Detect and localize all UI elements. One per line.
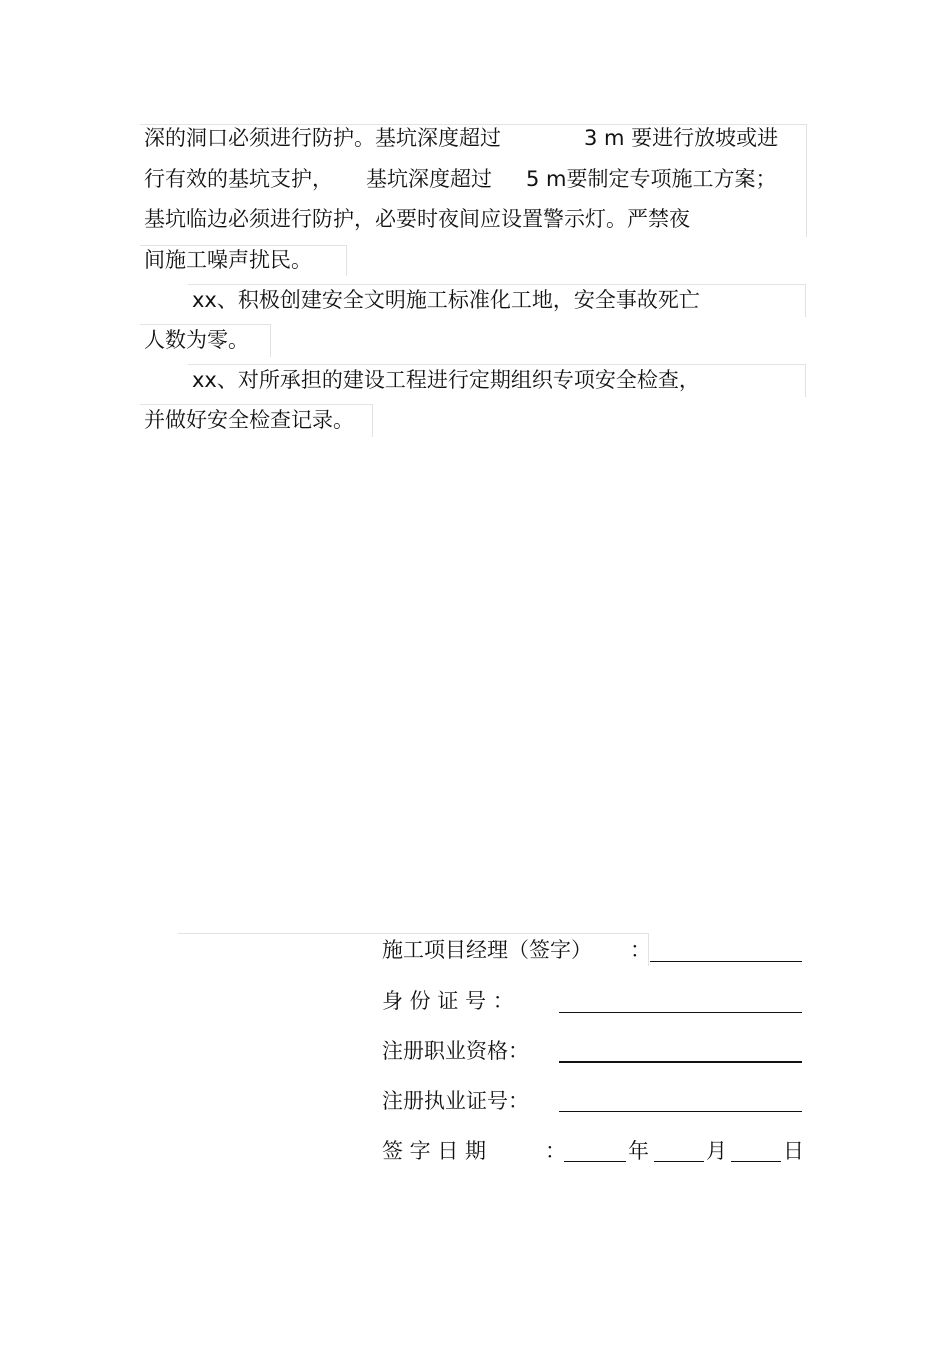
label-text: 身 份 证 号 ： [382,989,514,1013]
paragraph-1-line-3 [144,205,690,233]
license-number-label [382,1087,529,1115]
paragraph-1-line-2a [144,165,333,193]
text-segment: 行有效的基坑支护， [144,167,333,191]
text-segment: 基坑深度超过 [366,167,492,191]
paragraph-3-line-2 [144,406,354,434]
sign-date-colon [545,1137,566,1165]
id-number-label [382,987,514,1015]
label-text: 月 [706,1139,727,1163]
date-year-line[interactable] [564,1161,626,1162]
sign-date-label [382,1137,486,1165]
paragraph-1-line-1b [584,124,778,152]
text-segment: 基坑临边必须进行防护，必要时夜间应设置警示灯。严禁夜 [144,207,690,231]
paragraph-2-line-2 [144,326,249,354]
text-segment: 5 m要制定专项施工方案； [526,167,777,191]
manager-signature-colon [630,936,651,964]
text-segment: xx、对所承担的建设工程进行定期组织专项安全检查， [192,368,700,392]
text-segment: 人数为零。 [144,328,249,352]
label-text: 签 字 日 期 [382,1139,487,1163]
label-text: 年 [628,1139,649,1163]
text-segment: 深的洞口必须进行防护。基坑深度超过 [144,126,501,150]
label-text: ： [630,938,651,962]
date-month-line[interactable] [654,1161,704,1162]
text-segment: 并做好安全检查记录。 [144,408,354,432]
text-segment: 间施工噪声扰民。 [144,248,312,272]
text-segment: xx、积极创建安全文明施工标准化工地，安全事故死亡 [192,288,700,312]
paragraph-1-line-4 [144,246,312,274]
text-segment: 3 m 要进行放坡或进 [584,126,779,150]
paragraph-1-line-2b [366,165,492,193]
qualification-line[interactable] [559,1061,802,1063]
id-number-line[interactable] [559,1012,802,1013]
paragraph-3-line-1 [192,366,700,394]
label-text: ： [545,1139,566,1163]
paragraph-1-line-2c [526,165,777,193]
day-label [783,1137,804,1165]
date-day-line[interactable] [731,1161,781,1162]
label-text: 注册职业资格： [382,1039,529,1063]
manager-signature-line[interactable] [650,961,802,962]
month-label [706,1137,727,1165]
license-number-line[interactable] [559,1111,802,1112]
qualification-label [382,1037,529,1065]
manager-signature-label [382,936,592,964]
year-label [628,1137,649,1165]
label-text: 日 [783,1139,804,1163]
paragraph-2-line-1 [192,286,700,314]
paragraph-1-line-1 [144,124,501,152]
label-text: 注册执业证号： [382,1089,529,1113]
label-text: 施工项目经理（签字） [382,938,592,962]
